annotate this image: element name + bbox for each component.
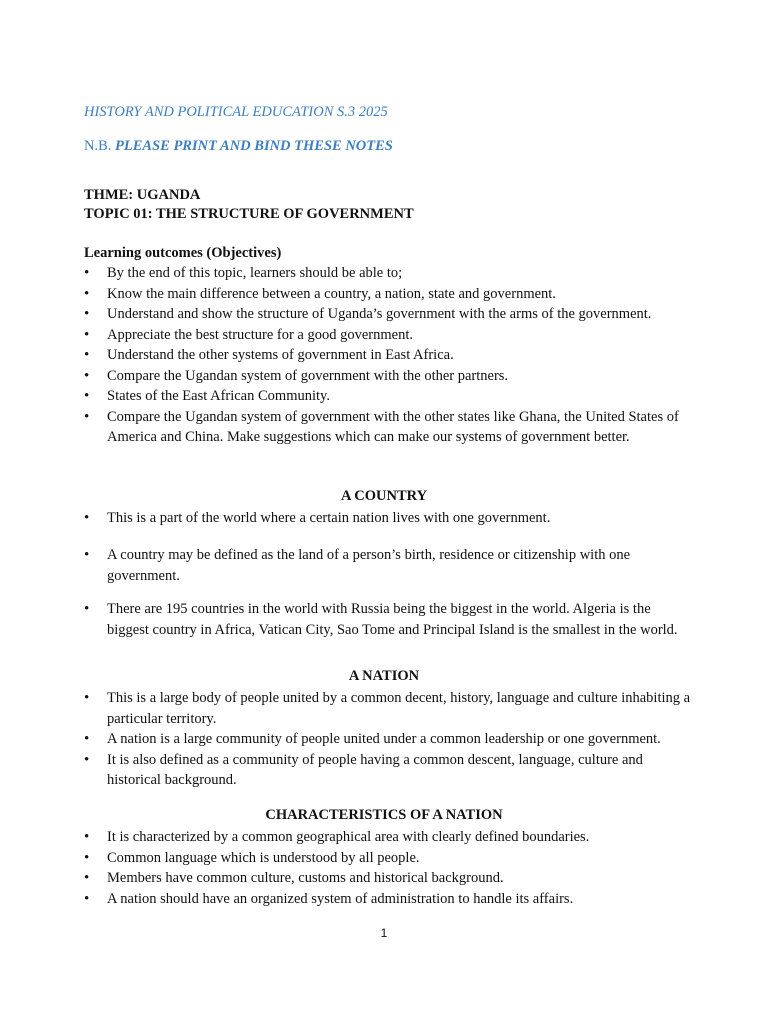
- outcomes-list: [84, 263, 694, 448]
- list-item: • Common language which is understood by all people.: [84, 848, 694, 869]
- list-item: • A country may be defined as the land of a person’s birth, residence or citizenship with one government.: [84, 545, 694, 586]
- document-title: HISTORY AND POLITICAL EDUCATION S.3 2025: [84, 104, 388, 120]
- country-list: [84, 508, 694, 529]
- list-item: • Understand the other systems of government in East Africa.: [84, 345, 694, 366]
- list-item: • States of the East African Community.: [84, 386, 694, 407]
- list-item: • It is also defined as a community of people having a common descent, language, culture and historical background.: [84, 750, 694, 791]
- list-item: • Compare the Ugandan system of government with the other partners.: [84, 366, 694, 387]
- nb-prefix: N.B.: [84, 138, 112, 154]
- characteristics-list: [84, 827, 694, 909]
- characteristics-heading: CHARACTERISTICS OF A NATION: [265, 807, 503, 823]
- list-item: • It is characterized by a common geographical area with clearly defined boundaries.: [84, 827, 694, 848]
- list-item: • A nation should have an organized system of administration to handle its affairs.: [84, 889, 694, 910]
- page-number: 1: [380, 926, 388, 940]
- list-item: • Compare the Ugandan system of government with the other states like Ghana, the United States of America and China. Make suggestions which can make our systems of government better.: [84, 407, 694, 448]
- list-item: • Appreciate the best structure for a good government.: [84, 325, 694, 346]
- list-item: • Know the main difference between a country, a nation, state and government.: [84, 284, 694, 305]
- country-heading: A COUNTRY: [340, 488, 428, 504]
- nb-note: [84, 138, 393, 155]
- list-item: • There are 195 countries in the world with Russia being the biggest in the world. Algeria is the biggest country in Africa, Vatican City, Sao Tome and Principal Island is the smallest in the world.: [84, 599, 694, 640]
- list-item: • Understand and show the structure of Uganda’s government with the arms of the government.: [84, 304, 694, 325]
- country-list-2: [84, 545, 694, 586]
- nation-list: [84, 688, 694, 791]
- list-item: • By the end of this topic, learners should be able to;: [84, 263, 694, 284]
- theme-heading: THME: UGANDA: [84, 187, 201, 203]
- list-item: • This is a large body of people united by a common decent, history, language and culture inhabiting a particular territory.: [84, 688, 694, 729]
- list-item: • A nation is a large community of people united under a common leadership or one government.: [84, 729, 694, 750]
- country-list-3: [84, 599, 694, 640]
- list-item: • Members have common culture, customs and historical background.: [84, 868, 694, 889]
- nb-text: PLEASE PRINT AND BIND THESE NOTES: [115, 138, 393, 154]
- list-item: • This is a part of the world where a certain nation lives with one government.: [84, 508, 694, 529]
- nation-heading: A NATION: [348, 668, 420, 684]
- outcomes-heading: Learning outcomes (Objectives): [84, 245, 282, 261]
- topic-heading: TOPIC 01: THE STRUCTURE OF GOVERNMENT: [84, 206, 414, 222]
